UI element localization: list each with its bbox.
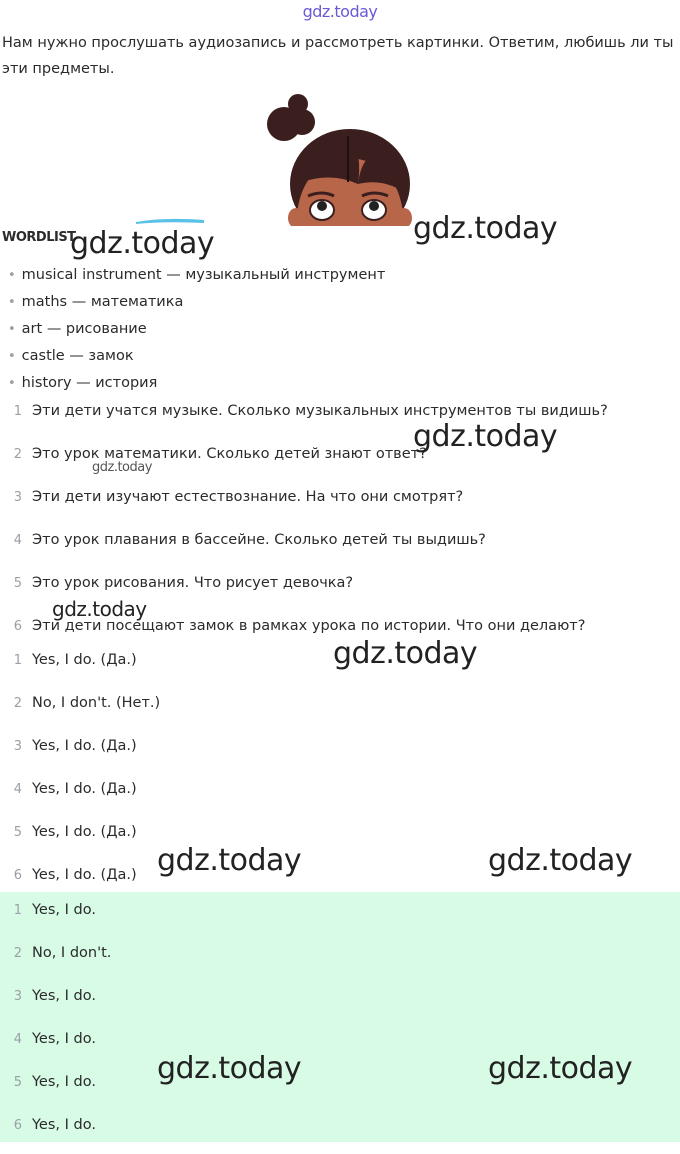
answer-item: 3 Yes, I do. — [13, 988, 96, 1004]
watermark: gdz.today — [413, 419, 558, 454]
question-item: 1 Эти дети учатся музыке. Сколько музыкальных инструментов ты видишь? — [13, 403, 608, 419]
answer-item: 6 Yes, I do. — [13, 1117, 96, 1133]
bullet-icon: • — [8, 322, 16, 337]
question-item: 4 Это урок плавания в бассейне. Сколько детей ты выдишь? — [13, 532, 486, 548]
answer-item: 6 Yes, I do. (Да.) — [13, 867, 137, 883]
list-item: • maths — математика — [8, 294, 184, 310]
question-item: 5 Это урок рисования. Что рисует девочка? — [13, 575, 354, 591]
bullet-icon: • — [8, 295, 16, 310]
answer-item: 1 Yes, I do. — [13, 902, 96, 918]
list-item: • musical instrument — музыкальный инструмент — [8, 267, 386, 283]
question-item: 2 Это урок математики. Сколько детей знают ответ? — [13, 446, 427, 462]
answer-item: 4 Yes, I do. (Да.) — [13, 781, 137, 797]
watermark: gdz.today — [157, 843, 302, 878]
question-item: 3 Эти дети изучают естествознание. На что они смотрят? — [13, 489, 464, 505]
bullet-icon: • — [8, 268, 16, 283]
list-item: • castle — замок — [8, 348, 134, 364]
girl-illustration — [262, 92, 422, 226]
answer-item: 2 No, I don't. — [13, 945, 112, 961]
watermark: gdz.today — [488, 843, 633, 878]
answers-en-list — [0, 896, 680, 1154]
answer-item: 3 Yes, I do. (Да.) — [13, 738, 137, 754]
answer-item: 5 Yes, I do. (Да.) — [13, 824, 137, 840]
watermark: gdz.today — [413, 211, 558, 246]
watermark: gdz.today — [488, 1051, 633, 1086]
answer-item: 5 Yes, I do. — [13, 1074, 96, 1090]
brush-stroke-decoration — [134, 217, 206, 225]
watermark: gdz.today — [52, 597, 147, 621]
watermark: gdz.today — [157, 1051, 302, 1086]
intro-text: Нам нужно прослушать аудиозапись и рассмотреть картинки. Ответим, любишь ли ты эти предметы. — [2, 35, 674, 77]
answer-item: 4 Yes, I do. — [13, 1031, 96, 1047]
watermark: gdz.today — [333, 636, 478, 671]
question-item: 6 Эти дети посещают замок в рамках урока по истории. Что они делают? — [13, 618, 586, 634]
bullet-icon: • — [8, 349, 16, 364]
watermark: gdz.today — [70, 226, 215, 261]
wordlist — [8, 262, 385, 397]
answer-item: 2 No, I don't. (Нет.) — [13, 695, 161, 711]
list-item: • history — история — [8, 375, 158, 391]
list-item: • art — рисование — [8, 321, 147, 337]
answer-item: 1 Yes, I do. (Да.) — [13, 652, 137, 668]
watermark-top: gdz.today — [302, 2, 378, 21]
watermark: gdz.today — [92, 460, 152, 475]
bullet-icon: • — [8, 376, 16, 391]
wordlist-title: WORDLIST — [2, 230, 76, 245]
